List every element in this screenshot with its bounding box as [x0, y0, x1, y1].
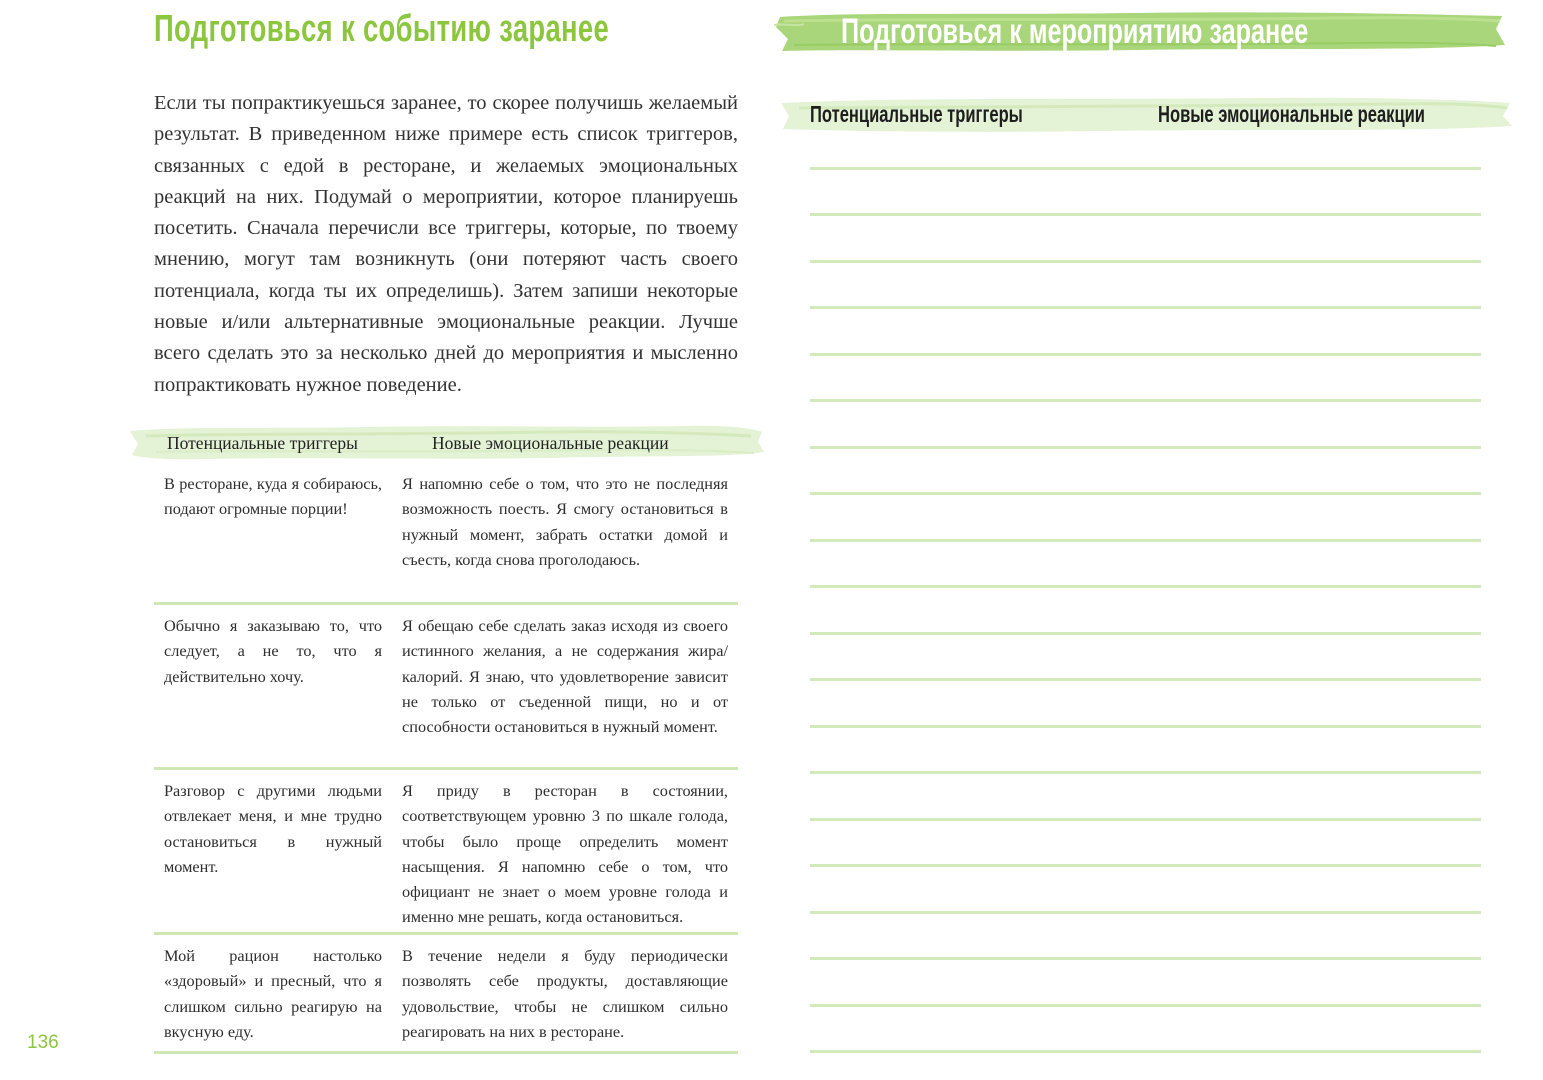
worksheet-blank-line[interactable] [810, 353, 1481, 356]
worksheet-blank-line[interactable] [810, 818, 1481, 821]
worksheet-blank-line[interactable] [810, 446, 1481, 449]
header-triggers: Потенциальные триггеры [167, 433, 358, 453]
worksheet-blank-line[interactable] [810, 725, 1481, 728]
trigger-cell: Мой рацион настолько «здоровый» и пресный, что я слишком сильно реагирую на вкусную еду. [164, 946, 382, 1041]
page-number: 136 [27, 1032, 59, 1053]
example-table [154, 470, 738, 1054]
reaction-cell: В течение недели я буду периодически позволять себе продукты, доставляющие удовольствие, чтобы не слишком сильно реагировать на них в ресторане. [402, 946, 728, 1041]
page-title: Подготовься к событию заранее [154, 8, 610, 50]
reaction-cell: Я приду в ресторан в состоянии, соответствующем уровню 3 по шкале голода, чтобы было проще определить момент насыщения. Я напомню себе о том, что официант не знает о моем уровне голода и именно мне решать, когда остановиться. [402, 781, 728, 927]
worksheet-blank-line[interactable] [810, 1004, 1481, 1007]
example-table-header [126, 422, 766, 464]
worksheet-blank-line[interactable] [810, 632, 1481, 635]
trigger-cell: В ресторане, куда я собираюсь, подают огромные порции! [164, 474, 382, 519]
worksheet-blank-line[interactable] [810, 306, 1481, 309]
worksheet-blank-line[interactable] [810, 864, 1481, 867]
table-row [154, 770, 738, 935]
worksheet-blank-line[interactable] [810, 492, 1481, 495]
header-reactions: Новые эмоциональные реакции [432, 433, 669, 453]
worksheet-title: Подготовься к мероприятию заранее [841, 12, 1309, 51]
worksheet-blank-line[interactable] [810, 911, 1481, 914]
worksheet-blank-line[interactable] [810, 213, 1481, 216]
worksheet-blank-line[interactable] [810, 539, 1481, 542]
worksheet-header-triggers: Потенциальные триггеры [810, 101, 1023, 127]
worksheet-blank-line[interactable] [810, 260, 1481, 263]
worksheet-blank-line[interactable] [810, 585, 1481, 588]
trigger-cell: Обычно я заказываю то, что следует, а не то, что я действительно хочу. [164, 616, 382, 686]
worksheet-header-reactions: Новые эмоциональные реакции [1158, 101, 1425, 127]
worksheet-blank-line[interactable] [810, 678, 1481, 681]
reaction-cell: Я напомню себе о том, что это не последняя возможность поесть. Я смогу остановиться в нужный момент, забрать остатки домой и съесть, когда снова проголодаюсь. [402, 474, 728, 569]
worksheet-blank-line[interactable] [810, 1050, 1481, 1053]
worksheet-blank-line[interactable] [810, 167, 1481, 170]
worksheet-blank-line[interactable] [810, 957, 1481, 960]
worksheet-blank-line[interactable] [810, 399, 1481, 402]
table-row [154, 470, 738, 605]
worksheet-blank-line[interactable] [810, 771, 1481, 774]
reaction-cell: Я обещаю себе сделать заказ исходя из своего истинного желания, а не содержания жира/калорий. Я знаю, что удовлетворение зависит не только от съеденной пищи, но и от способности остановиться в нужный момент. [402, 616, 728, 737]
intro-paragraph: Если ты попрактикуешься заранее, то скорее получишь желаемый результат. В приведенном ниже примере есть список триггеров, связанных с едой в ресторане, и желаемых эмоциональных реакций на них. Подумай о мероприятии, которое планируешь посетить. Сначала перечисли все триггеры, которые, по твоему мнению, могут там возникнуть (они потеряют часть своего потенциала, когда ты их определишь). Затем запиши некоторые новые и/или альтернативные эмоциональные реакции. Лучше всего сделать это за несколько дней до мероприятия и мысленно попрактиковать нужное поведение. [154, 92, 738, 396]
table-row [154, 935, 738, 1054]
trigger-cell: Разговор с другими людьми отвлекает меня, и мне трудно остановиться в нужный момент. [164, 781, 382, 876]
table-row [154, 605, 738, 770]
